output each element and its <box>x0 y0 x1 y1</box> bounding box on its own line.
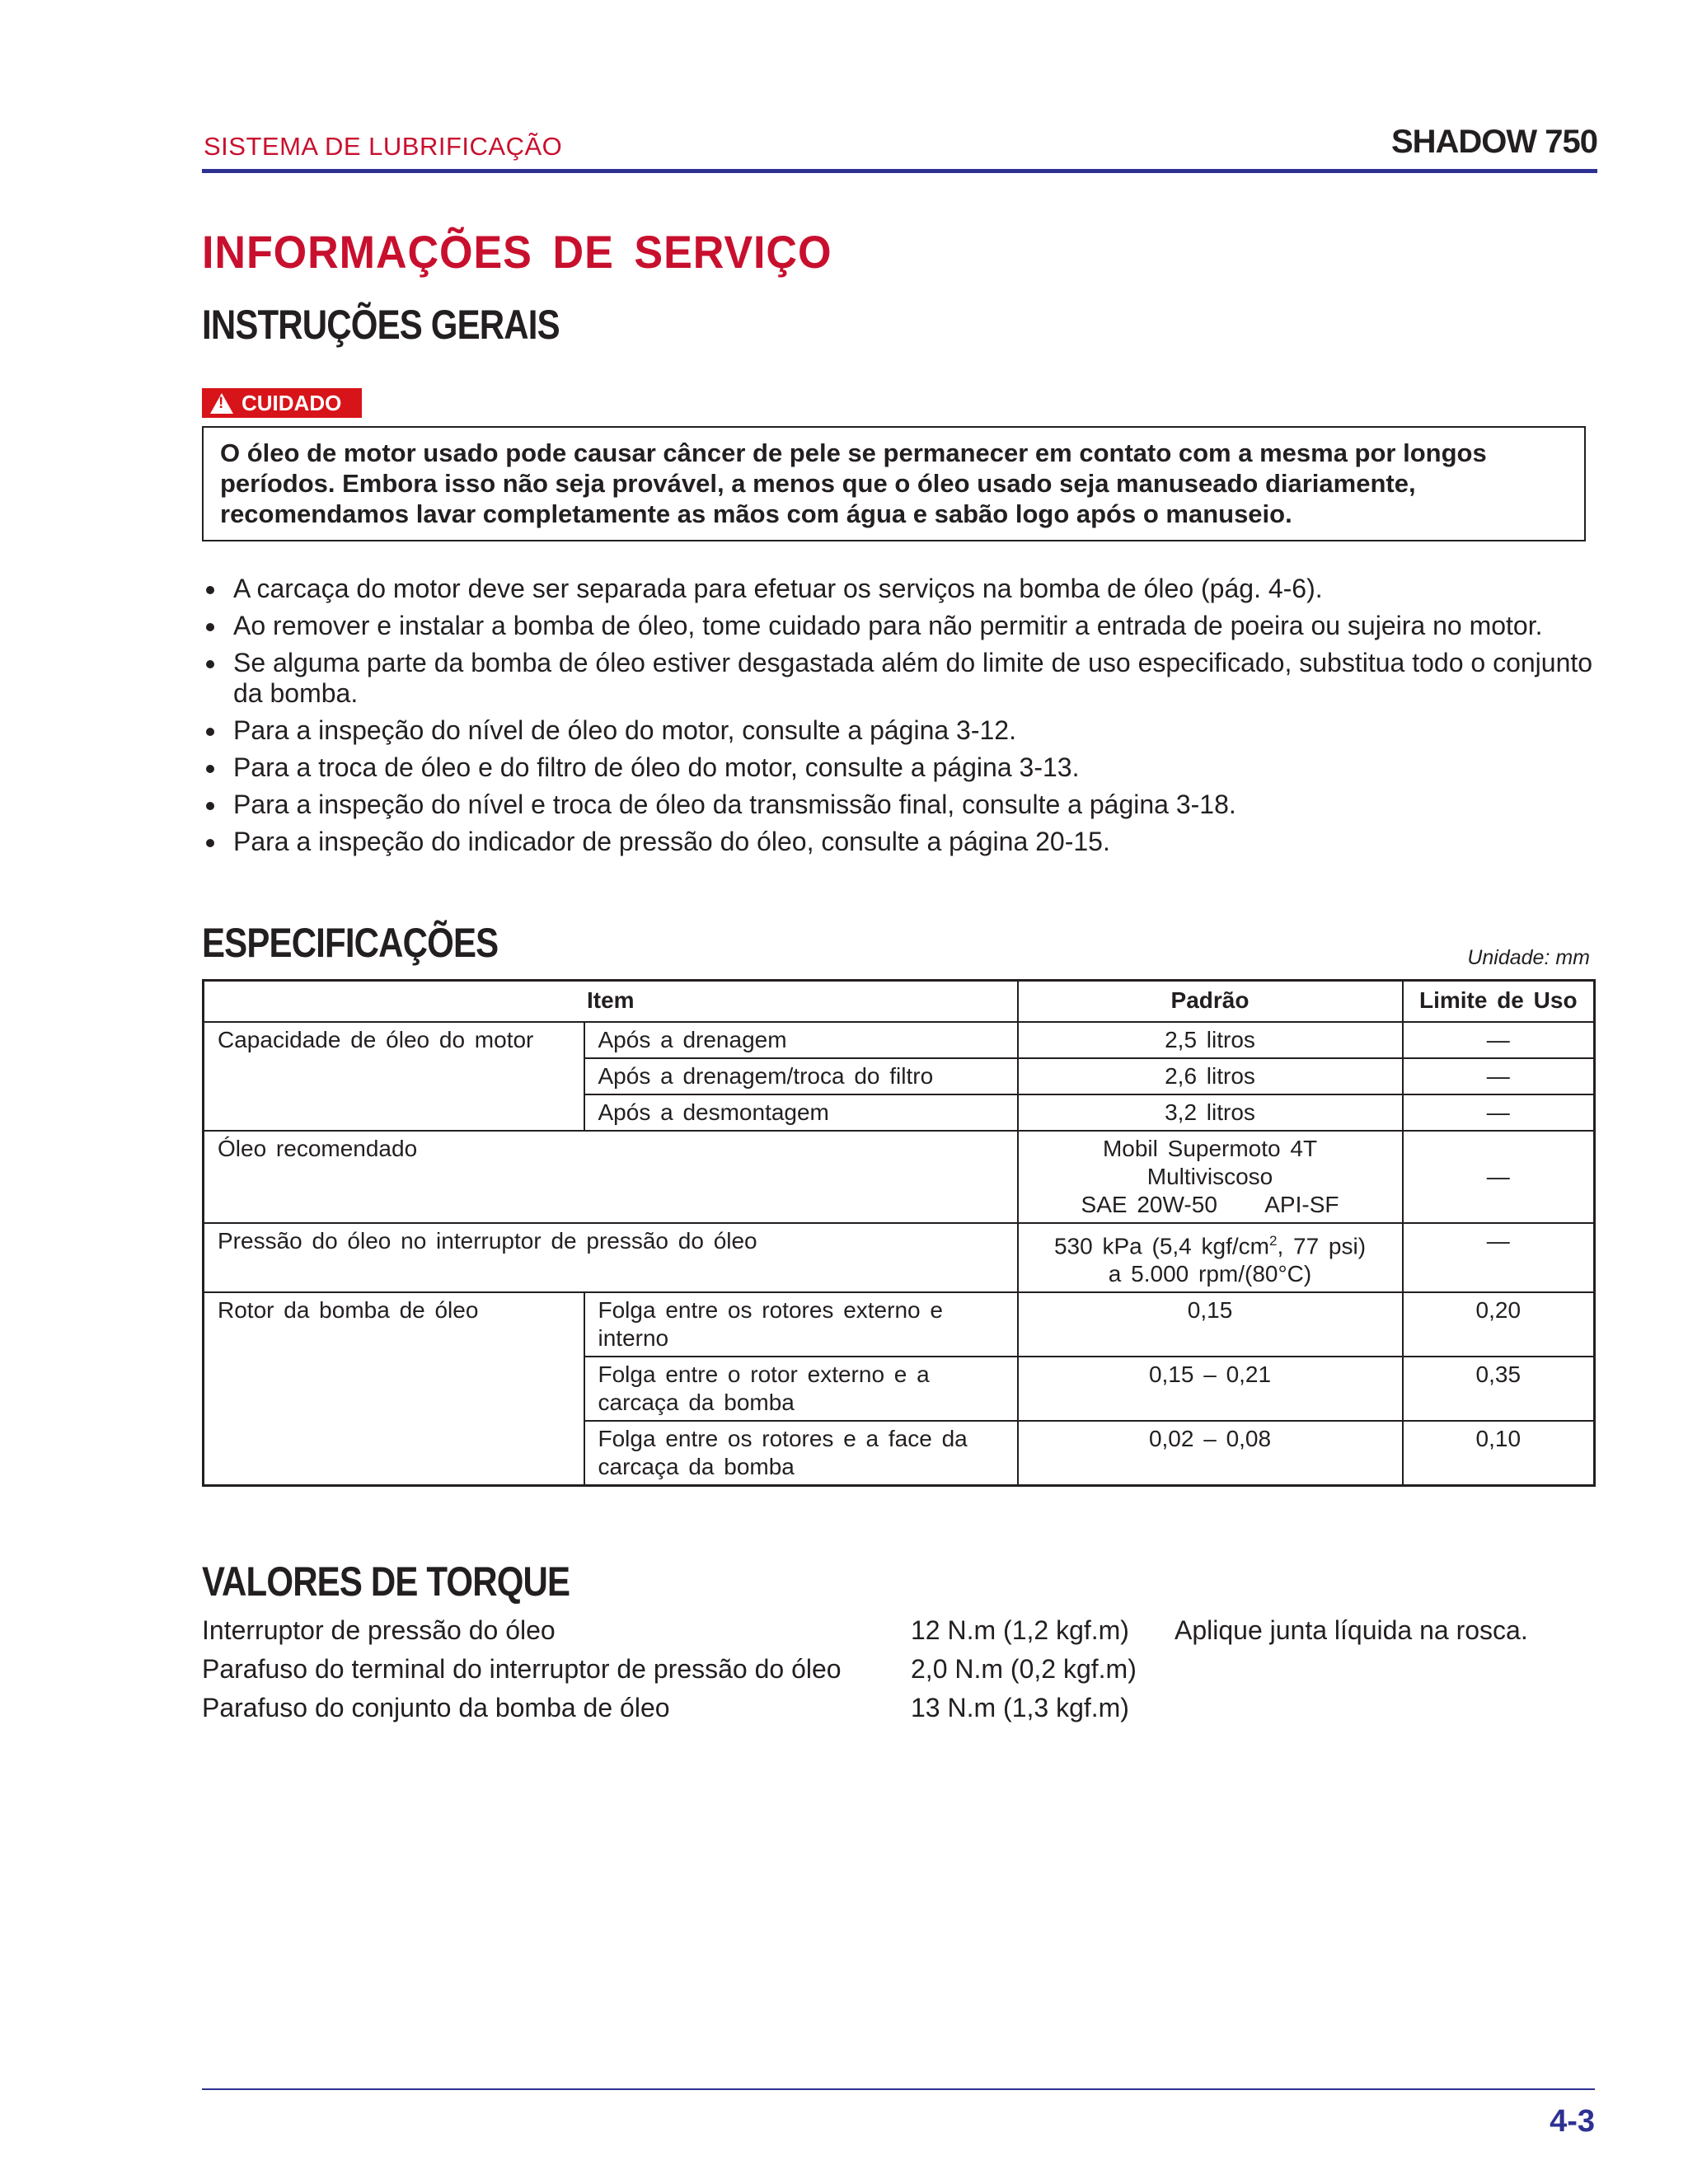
list-item <box>202 752 1595 783</box>
table-cell-standard: 2,6 litros <box>1018 1058 1403 1094</box>
table-cell-item: Folga entre o rotor externo e a carcaça da bomba <box>584 1357 1018 1421</box>
rotor-label: Rotor da bomba de óleo <box>204 1292 584 1486</box>
table-cell-item: Após a drenagem <box>584 1022 1018 1058</box>
table-cell-limit: — <box>1403 1131 1595 1223</box>
list-item-text: A carcaça do motor deve ser separada para efetuar os serviços na bomba de óleo (pág. 4-6). <box>233 574 1323 603</box>
standard-text: , 77 psi) <box>1277 1233 1367 1259</box>
standard-line <box>1032 1227 1389 1260</box>
table-cell-limit: — <box>1403 1094 1595 1131</box>
table-cell-limit: 0,35 <box>1403 1357 1595 1421</box>
recommended-oil-label: Óleo recomendado <box>204 1131 1018 1223</box>
table-row <box>204 1022 1595 1058</box>
table-cell-limit: — <box>1403 1022 1595 1058</box>
header-rule <box>202 169 1597 173</box>
table-cell-item: Folga entre os rotores e a face da carcaça da bomba <box>584 1421 1018 1486</box>
general-instructions-list <box>202 574 1595 864</box>
superscript: 2 <box>1268 1233 1278 1249</box>
caution-line: recomendamos lavar completamente as mãos com água e sabão logo após o manuseio. <box>220 499 1292 528</box>
list-item <box>202 790 1595 820</box>
table-cell-standard: 2,5 litros <box>1018 1022 1403 1058</box>
list-item <box>202 715 1595 746</box>
torque-heading: VALORES DE TORQUE <box>202 1558 570 1605</box>
list-item-text: Para a inspeção do indicador de pressão do óleo, consulte a página 20-15. <box>233 827 1110 856</box>
list-item <box>202 611 1595 641</box>
table-header-row <box>204 981 1595 1023</box>
specifications-heading: ESPECIFICAÇÕES <box>202 920 499 966</box>
table-row <box>204 1223 1595 1292</box>
column-header-limit: Limite de Uso <box>1403 981 1595 1023</box>
standard-line: a 5.000 rpm/(80°C) <box>1108 1261 1312 1287</box>
bullet-icon <box>206 765 214 773</box>
standard-line: SAE 20W-50 API-SF <box>1081 1192 1339 1217</box>
bullet-icon <box>206 802 214 810</box>
list-item-text: Ao remover e instalar a bomba de óleo, tome cuidado para não permitir a entrada de poeira ou sujeira no motor. <box>233 611 1543 640</box>
caution-box <box>202 426 1586 541</box>
list-item-text: Para a inspeção do nível e troca de óleo da transmissão final, consulte a página 3-18. <box>233 790 1236 819</box>
torque-item-note: Aplique junta líquida na rosca. <box>1175 1615 1528 1645</box>
oil-pressure-standard <box>1018 1223 1403 1292</box>
bullet-icon <box>206 623 214 631</box>
caution-line: períodos. Embora isso não seja provável, a menos que o óleo usado seja manuseado diariamente, <box>220 469 1416 498</box>
caution-label-text: CUIDADO <box>241 390 342 415</box>
list-item-text: Para a troca de óleo e do filtro de óleo do motor, consulte a página 3-13. <box>233 752 1080 782</box>
bullet-icon <box>206 660 214 668</box>
general-instructions-heading: INSTRUÇÕES GERAIS <box>202 302 560 348</box>
table-cell-item: Após a desmontagem <box>584 1094 1018 1131</box>
bullet-icon <box>206 586 214 594</box>
standard-line: Mobil Supermoto 4T <box>1102 1136 1318 1161</box>
table-row <box>204 1292 1595 1357</box>
caution-label <box>202 388 362 418</box>
table-cell-standard: 0,15 – 0,21 <box>1018 1357 1403 1421</box>
table-cell-limit: 0,20 <box>1403 1292 1595 1357</box>
standard-line: Multiviscoso <box>1146 1164 1273 1189</box>
section-header: SISTEMA DE LUBRIFICAÇÃO <box>204 132 563 161</box>
table-cell-limit: — <box>1403 1223 1595 1292</box>
recommended-oil-standard <box>1018 1131 1403 1223</box>
list-item <box>202 574 1595 604</box>
model-header: SHADOW 750 <box>1390 124 1597 160</box>
specifications-table <box>202 979 1596 1487</box>
table-cell-standard: 0,02 – 0,08 <box>1018 1421 1403 1486</box>
table-cell-standard: 3,2 litros <box>1018 1094 1403 1131</box>
warning-triangle-icon <box>210 393 233 414</box>
unit-note: Unidade: mm <box>1467 946 1590 969</box>
torque-item-value: 13 N.m (1,3 kgf.m) <box>911 1693 1129 1722</box>
list-item <box>202 648 1595 709</box>
bullet-icon <box>206 728 214 736</box>
bullet-icon <box>206 839 214 847</box>
table-cell-item: Folga entre os rotores externo e interno <box>584 1292 1018 1357</box>
page-number: 4-3 <box>1550 2104 1595 2139</box>
table-cell-standard: 0,15 <box>1018 1292 1403 1357</box>
list-item-text: Se alguma parte da bomba de óleo estiver desgastada além do limite de uso especificado, substitua todo o conjunto da bomba. <box>233 648 1593 708</box>
column-header-standard: Padrão <box>1018 981 1403 1023</box>
caution-line: O óleo de motor usado pode causar câncer de pele se permanecer em contato com a mesma por longos <box>220 438 1487 467</box>
table-row <box>204 1131 1595 1223</box>
oil-pressure-label: Pressão do óleo no interruptor de pressão do óleo <box>204 1223 1018 1292</box>
list-item-text: Para a inspeção do nível de óleo do motor, consulte a página 3-12. <box>233 715 1016 745</box>
footer-rule <box>202 2088 1595 2090</box>
column-header-item: Item <box>204 981 1018 1023</box>
table-cell-limit: 0,10 <box>1403 1421 1595 1486</box>
standard-text: 530 kPa (5,4 kgf/cm <box>1053 1233 1269 1259</box>
torque-item-value: 2,0 N.m (0,2 kgf.m) <box>911 1654 1137 1684</box>
table-cell-item: Após a drenagem/troca do filtro <box>584 1058 1018 1094</box>
oil-capacity-label: Capacidade de óleo do motor <box>204 1022 584 1131</box>
table-cell-limit: — <box>1403 1058 1595 1094</box>
torque-item-name: Parafuso do conjunto da bomba de óleo <box>202 1693 670 1722</box>
page-title: INFORMAÇÕES DE SERVIÇO <box>202 226 832 278</box>
torque-item-name: Interruptor de pressão do óleo <box>202 1615 556 1645</box>
list-item <box>202 827 1595 857</box>
torque-item-value: 12 N.m (1,2 kgf.m) <box>911 1615 1129 1645</box>
torque-item-name: Parafuso do terminal do interruptor de pressão do óleo <box>202 1654 842 1684</box>
